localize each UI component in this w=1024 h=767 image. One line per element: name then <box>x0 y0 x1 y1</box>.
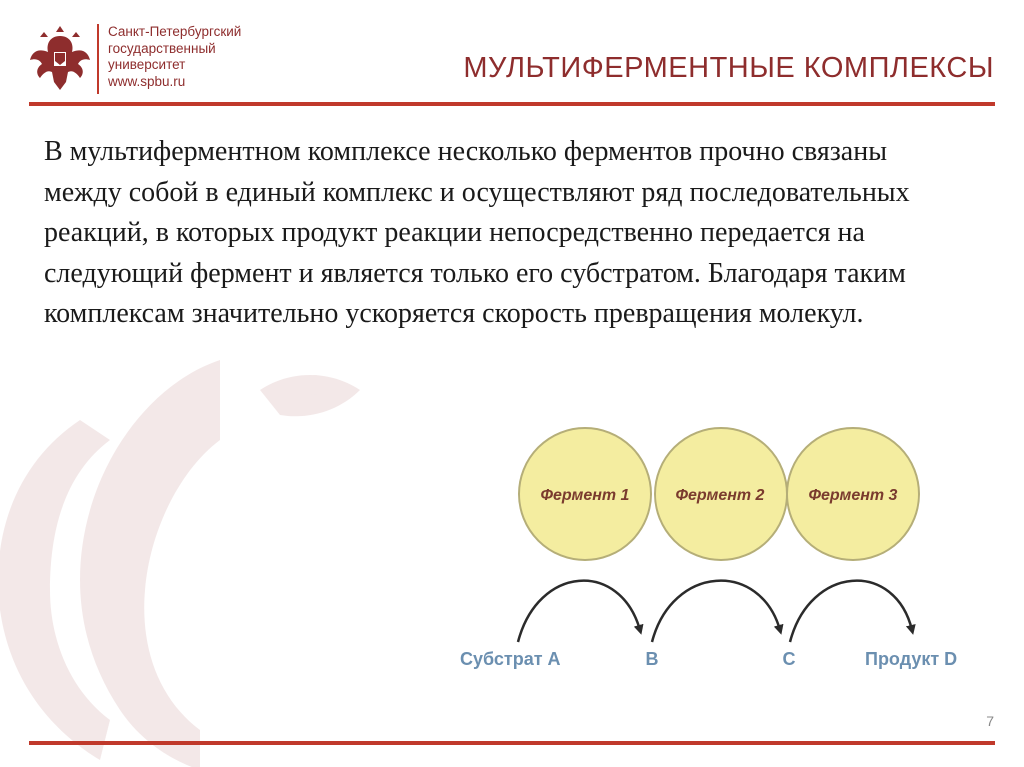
footer-rule <box>29 741 995 745</box>
node-label-product-d: Продукт D <box>865 649 958 669</box>
university-line: Санкт-Петербургский <box>108 24 242 39</box>
enzyme-label-2: Фермент 2 <box>675 487 765 504</box>
university-name <box>108 24 241 90</box>
university-line: университет <box>108 57 186 72</box>
node-label-b: В <box>645 649 659 669</box>
university-site-link[interactable]: www.spbu.ru <box>108 73 186 89</box>
page-number: 7 <box>986 713 994 729</box>
slide-title: МУЛЬТИФЕРМЕНТНЫЕ КОМПЛЕКСЫ <box>463 52 994 84</box>
node-label-substrate-a: Субстрат А <box>460 649 561 669</box>
eagle-watermark-icon <box>0 300 480 767</box>
reaction-arrow-1 <box>518 581 640 642</box>
university-line: государственный <box>108 40 216 56</box>
multienzyme-diagram <box>450 420 990 690</box>
body-paragraph: В мультиферментном комплексе несколько ферментов прочно связаны между собой в единый комплекс и осуществляют ряд последовательных реакций, в которых продукт реакции непосредственно передается на следующий фермент и является только его субстратом. Благодаря таким комплексам значительно ускоряется скорость превращения молекул. <box>44 136 910 329</box>
reaction-arrow-2 <box>652 581 780 642</box>
reaction-arrow-3 <box>790 581 912 642</box>
node-label-c: С <box>782 649 796 669</box>
enzyme-label-1: Фермент 1 <box>540 487 630 504</box>
title-rule <box>29 102 995 106</box>
logo-divider <box>97 24 99 94</box>
enzyme-label-3: Фермент 3 <box>808 487 898 504</box>
university-emblem-icon <box>28 22 92 94</box>
